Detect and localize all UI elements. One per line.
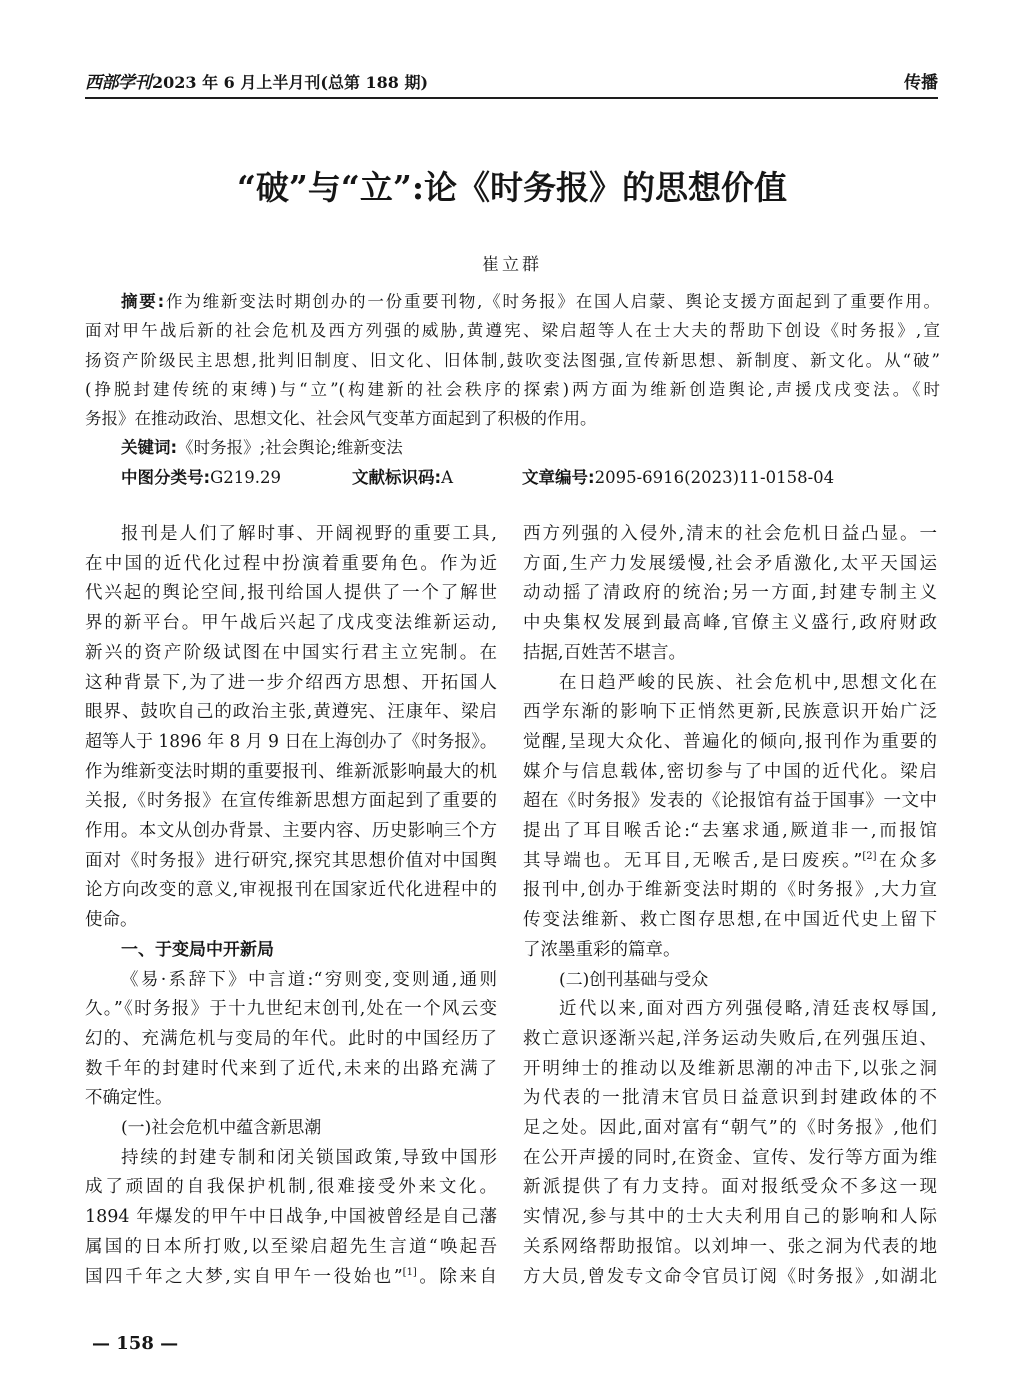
journal-logo: 西部学刊 bbox=[85, 73, 151, 93]
text-line: 西学东渐的影响下正悄然更新,民族意识开始广泛 bbox=[523, 702, 937, 723]
body-column-right bbox=[523, 520, 937, 1292]
keywords-value: 《时务报》;社会舆论;维新变法 bbox=[177, 438, 403, 458]
text-line: 方面,生产力发展缓慢,社会矛盾激化,太平天国运 bbox=[523, 553, 937, 574]
subsection-heading: (二)创刊基础与受众 bbox=[559, 969, 709, 990]
classification-line bbox=[85, 463, 940, 492]
text-line: 面对《时务报》进行研究,探究其思想价值对中国舆 bbox=[85, 850, 497, 871]
text-segment: 其导端也。无耳目,无喉舌,是曰废疾。” bbox=[523, 850, 863, 871]
text-line: 《易·系辞下》中言道:“穷则变,变则通,通则 bbox=[121, 969, 497, 990]
keywords-label: 关键词: bbox=[121, 438, 178, 458]
text-line: 传变法维新、救亡图存思想,在中国近代史上留下 bbox=[523, 910, 937, 931]
issue-info: 2023 年 6 月上半月刊(总第 188 期) bbox=[152, 73, 429, 92]
paragraph bbox=[523, 520, 937, 669]
abstract-line: 务报》在推动政治、思想文化、社会风气变革方面起到了积极的作用。 bbox=[85, 409, 597, 429]
text-line: 报刊是人们了解时事、开阔视野的重要工具, bbox=[121, 524, 497, 544]
abstract-line bbox=[85, 287, 940, 316]
text-line: 成了顽固的自我保护机制,很难接受外来文化。 bbox=[85, 1177, 497, 1198]
text-line: 新派提供了有力支持。面对报纸受众不多这一现 bbox=[523, 1177, 937, 1198]
text-line: 了浓墨重彩的篇章。 bbox=[523, 939, 681, 960]
article-number-value: 2095-6916(2023)11-0158-04 bbox=[594, 467, 835, 487]
paragraph bbox=[85, 1144, 497, 1293]
article-title: “破”与“立”:论《时务报》的思想价值 bbox=[236, 168, 788, 207]
text-line: 持续的封建专制和闭关锁国政策,导致中国形 bbox=[121, 1147, 497, 1168]
text-line: 方大员,曾发专文命令官员订阅《时务报》,如湖北 bbox=[523, 1266, 937, 1287]
citation-mark: [1] bbox=[402, 1266, 417, 1278]
text-line: 足之处。因此,面对富有“朝气”的《时务报》,他们 bbox=[523, 1118, 937, 1139]
abstract-line: (挣脱封建传统的束缚)与“立”(构建新的社会秩序的探索)两方面为维新创造舆论,声援戊戌变法。《时 bbox=[85, 379, 940, 399]
text-line: 作用。本文从创办背景、主要内容、历史影响三个方 bbox=[85, 821, 497, 842]
text-line: 关报,《时务报》在宣传维新思想方面起到了重要的 bbox=[85, 791, 497, 812]
text-line: 救亡意识逐渐兴起,洋务运动失败后,在列强压迫、 bbox=[523, 1028, 937, 1049]
text-line: 动动摇了清政府的统治;另一方面,封建专制主义 bbox=[523, 583, 937, 604]
header-rule bbox=[85, 97, 938, 99]
text-line: 界的新平台。甲午战后兴起了戊戌变法维新运动, bbox=[85, 613, 497, 634]
document-code bbox=[352, 463, 453, 492]
paragraph bbox=[523, 669, 937, 966]
section-heading: 一、于变局中开新局 bbox=[121, 939, 274, 960]
body-column-left bbox=[85, 520, 497, 1292]
text-line: 报刊中,创办于维新变法时期的《时务报》,大力宣 bbox=[523, 880, 937, 901]
text-line: 这种背景下,为了进一步介绍西方思想、开拓国人 bbox=[85, 672, 497, 693]
text-line: 眼界、鼓吹自己的政治主张,黄遵宪、汪康年、梁启 bbox=[85, 702, 497, 723]
section-name: 传播 bbox=[904, 73, 938, 93]
text-segment: 国四千年之大梦,实自甲午一役始也” bbox=[85, 1266, 403, 1287]
text-line: 作为维新变法时期的重要报刊、维新派影响最大的机 bbox=[85, 761, 497, 782]
abstract-label: 摘要: bbox=[121, 292, 165, 311]
text-line: 在公开声援的同时,在资金、宣传、发行等方面为维 bbox=[523, 1147, 937, 1168]
text-line: 属国的日本所打败,以至梁启超先生言道“唤起吾 bbox=[85, 1236, 497, 1257]
abstract-line: 面对甲午战后新的社会危机及西方列强的威胁,黄遵宪、梁启超等人在士大夫的帮助下创设《时务报》,宣 bbox=[85, 321, 940, 341]
text-line: 近代以来,面对西方列强侵略,清廷丧权辱国, bbox=[559, 999, 937, 1020]
abstract-line: 扬资产阶级民主思想,批判旧制度、旧文化、旧体制,鼓吹变法图强,宣传新思想、新制度、新文化。从“破” bbox=[85, 350, 940, 370]
text-segment: 。除来自 bbox=[416, 1266, 498, 1287]
abstract-text: 作为维新变法时期创办的一份重要刊物,《时务报》在国人启蒙、舆论支援方面起到了重要作用。 bbox=[164, 292, 940, 311]
paragraph bbox=[85, 520, 497, 936]
text-line: 使命。 bbox=[85, 910, 138, 931]
abstract-block bbox=[85, 287, 940, 492]
text-line: 新兴的资产阶级试图在中国实行君主立宪制。在 bbox=[85, 642, 497, 663]
paragraph bbox=[523, 995, 937, 1292]
text-line: 久。”《时务报》于十九世纪末创刊,处在一个风云变 bbox=[85, 999, 497, 1020]
article-number bbox=[522, 463, 834, 492]
paragraph bbox=[85, 966, 497, 1115]
text-line: 媒介与信息载体,密切参与了中国的近代化。梁启 bbox=[523, 761, 937, 782]
text-line: 幻的、充满危机与变局的年代。此时的中国经历了 bbox=[85, 1028, 497, 1049]
text-line: 超在《时务报》发表的《论报馆有益于国事》一文中 bbox=[523, 791, 937, 812]
page-number: — 158 — bbox=[92, 1333, 179, 1354]
text-line: 关系网络帮助报馆。以刘坤一、张之洞为代表的地 bbox=[523, 1236, 937, 1257]
text-line: 开明绅士的推动以及维新思潮的冲击下,以张之洞 bbox=[523, 1058, 937, 1079]
text-line: 超等人于 1896 年 8 月 9 日在上海创办了《时务报》。 bbox=[85, 731, 497, 752]
keywords-line bbox=[85, 433, 940, 462]
document-code-label: 文献标识码: bbox=[352, 467, 442, 487]
text-line: 西方列强的入侵外,清末的社会危机日益凸显。一 bbox=[523, 524, 937, 544]
clc-value: G219.29 bbox=[210, 467, 282, 487]
author-name: 崔立群 bbox=[482, 255, 542, 275]
text-line: 代兴起的舆论空间,报刊给国人提供了一个了解世 bbox=[85, 583, 497, 604]
text-line bbox=[523, 847, 937, 877]
citation-mark: [2] bbox=[862, 850, 877, 862]
text-segment: 在众多 bbox=[876, 850, 937, 871]
text-line: 数千年的封建时代来到了近代,未来的出路充满了 bbox=[85, 1058, 497, 1079]
text-line: 拮据,百姓苦不堪言。 bbox=[523, 642, 687, 663]
text-line: 觉醒,呈现大众化、普遍化的倾向,报刊作为重要的 bbox=[523, 731, 937, 752]
clc-number bbox=[121, 463, 281, 492]
subsection-heading: (一)社会危机中蕴含新思潮 bbox=[121, 1118, 322, 1139]
text-line: 在日趋严峻的民族、社会危机中,思想文化在 bbox=[559, 672, 937, 693]
text-line: 论方向改变的意义,审视报刊在国家近代化进程中的 bbox=[85, 880, 497, 901]
text-line: 为代表的一批清末官员日益意识到封建政体的不 bbox=[523, 1088, 937, 1109]
text-line: 在中国的近代化过程中扮演着重要角色。作为近 bbox=[85, 553, 497, 574]
text-line: 1894 年爆发的甲午中日战争,中国被曾经是自己藩 bbox=[85, 1207, 497, 1228]
article-number-label: 文章编号: bbox=[522, 467, 595, 487]
running-header-left bbox=[85, 71, 428, 95]
text-line: 实情况,参与其中的士大夫利用自己的影响和人际 bbox=[523, 1207, 937, 1228]
text-line bbox=[85, 1263, 497, 1293]
text-line: 提出了耳目喉舌论:“去塞求通,厥道非一,而报馆 bbox=[523, 821, 937, 842]
text-line: 中央集权发展到最高峰,官僚主义盛行,政府财政 bbox=[523, 613, 937, 634]
text-line: 不确定性。 bbox=[85, 1088, 173, 1109]
document-code-value: A bbox=[441, 467, 454, 487]
clc-label: 中图分类号: bbox=[121, 467, 211, 487]
